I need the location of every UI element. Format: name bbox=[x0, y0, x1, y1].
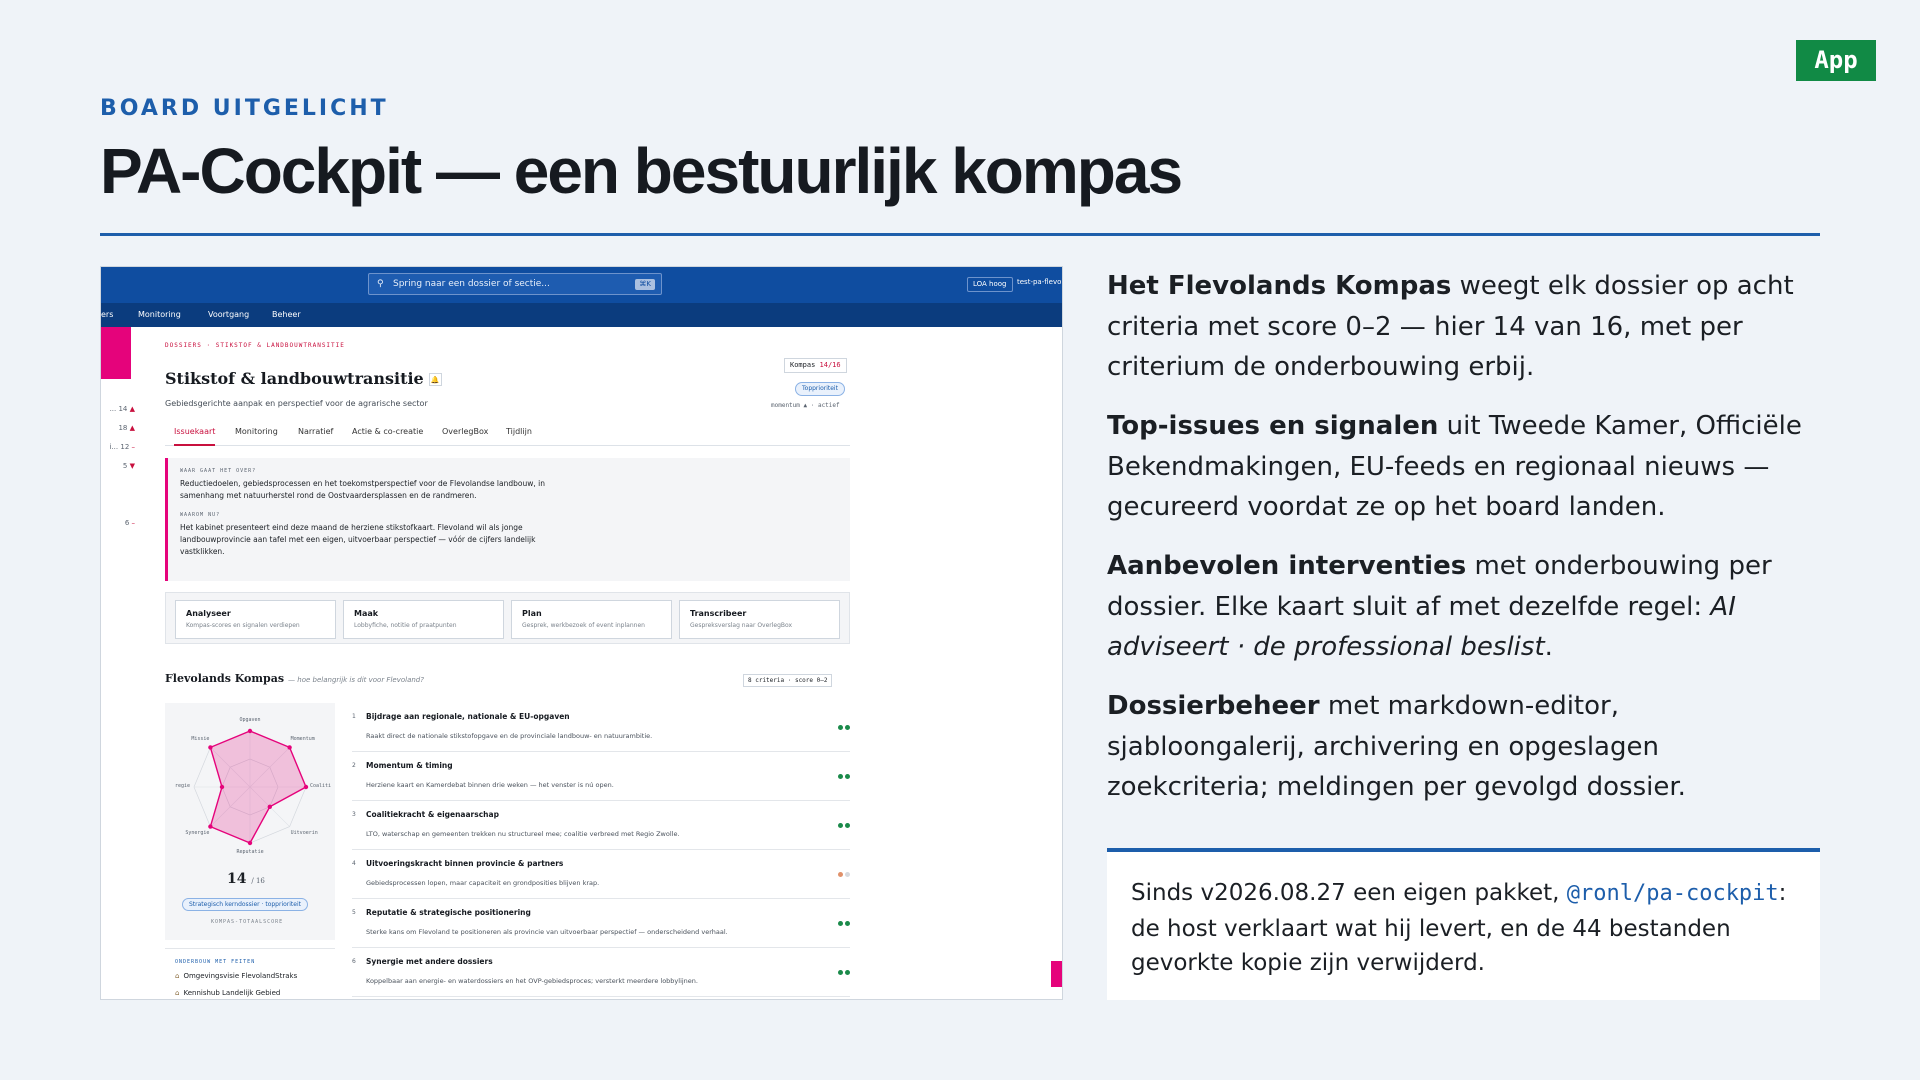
feature-dossierbeheer bbox=[1107, 686, 1819, 808]
criterium-title: Bijdrage aan regionale, nationale & EU-opgaven bbox=[366, 712, 570, 721]
radar-point bbox=[248, 841, 252, 845]
criterium-score bbox=[836, 813, 850, 832]
dossier-tabs bbox=[165, 424, 850, 446]
search-input[interactable] bbox=[368, 273, 662, 295]
eyebrow: BOARD UITGELICHT bbox=[100, 96, 389, 121]
issue-answer-1: Reductiedoelen, gebiedsprocessen en het toekomstperspectief voor de Flevolandse landbouw, in samenhang met natuurherstel rond de Oostvaardersplassen en de randmeren. bbox=[180, 479, 545, 500]
radar-label: Synergie bbox=[185, 829, 210, 836]
score-caption: KOMPAS-TOTAALSCORE bbox=[211, 919, 284, 925]
criterium-row[interactable] bbox=[352, 850, 850, 899]
kompas-score-tag bbox=[784, 358, 847, 373]
score-dot bbox=[838, 725, 843, 730]
tab-monitoring[interactable]: Monitoring bbox=[235, 427, 278, 436]
radar-point bbox=[208, 824, 212, 828]
page-title: PA-Cockpit — een bestuurlijk kompas bbox=[100, 135, 1182, 207]
loa-badge: LOA hoog bbox=[967, 277, 1013, 292]
onderbouw-panel bbox=[165, 948, 335, 1000]
radar-label: Momentum bbox=[290, 736, 315, 743]
score-dot bbox=[845, 970, 850, 975]
sidebar-dossier-label: ... 14 bbox=[109, 405, 130, 413]
criterium-desc: Herziene kaart en Kamerdebat binnen drie weken — het venster is nú open. bbox=[366, 781, 614, 789]
score-dot bbox=[838, 823, 843, 828]
criterium-title: Momentum & timing bbox=[366, 761, 453, 770]
criterium-number: 5 bbox=[352, 909, 356, 916]
dossier-title-text: Stikstof & landbouwtransitie bbox=[165, 369, 424, 388]
sidebar-dossier-label: 5 bbox=[122, 462, 130, 470]
feature-tail: . bbox=[1544, 632, 1553, 662]
search-icon: ⚲ bbox=[377, 279, 384, 289]
kompas-title-text: Flevolands Kompas bbox=[165, 672, 285, 685]
radar-point bbox=[208, 745, 212, 749]
score-dot bbox=[838, 970, 843, 975]
criterium-score bbox=[836, 715, 850, 734]
radar-point bbox=[268, 805, 272, 809]
sidebar-dossier-item[interactable] bbox=[101, 462, 137, 481]
note-pre: Sinds v2026.08.27 een eigen pakket, bbox=[1131, 880, 1567, 906]
radar-point bbox=[287, 745, 291, 749]
criterium-row[interactable] bbox=[352, 948, 850, 997]
action-plan[interactable] bbox=[511, 600, 672, 639]
score-dot bbox=[845, 823, 850, 828]
feature-text: met markdown-editor, sjabloongalerij, archivering en opgeslagen zoekcriteria; meldingen per gevolgd dossier. bbox=[1107, 691, 1686, 802]
action-title: Plan bbox=[522, 609, 542, 618]
feature-bold: Aanbevolen interventies bbox=[1107, 551, 1467, 581]
criterium-score bbox=[836, 960, 850, 979]
criterium-score bbox=[836, 862, 850, 881]
feature-italic: AI adviseert · de professional beslist bbox=[1107, 591, 1736, 662]
nav-item-voortgang[interactable]: Voortgang bbox=[208, 310, 250, 319]
trend-icon: – bbox=[131, 519, 135, 527]
criterium-number: 4 bbox=[352, 860, 356, 867]
score-dot bbox=[838, 774, 843, 779]
action-transcribeer[interactable] bbox=[679, 600, 840, 639]
score-dot bbox=[838, 921, 843, 926]
criterium-row[interactable] bbox=[352, 899, 850, 948]
criterium-desc: Raakt direct de nationale stikstofopgave en de provinciale landbouw- en natuurambitie. bbox=[366, 732, 653, 740]
radar-label: Uitvoerin bbox=[290, 829, 318, 836]
sidebar-dossier-item[interactable] bbox=[101, 405, 137, 424]
breadcrumb[interactable]: DOSSIERS · STIKSTOF & LANDBOUWTRANSITIE bbox=[165, 342, 345, 349]
nav-item-beheer[interactable]: Beheer bbox=[272, 310, 301, 319]
app-topbar bbox=[101, 267, 1063, 303]
tab-issuekaart[interactable]: Issuekaart bbox=[174, 424, 215, 446]
radar-point bbox=[248, 729, 252, 733]
shortcut-key: ⌘K bbox=[635, 279, 655, 290]
package-name: @ronl/pa-cockpit bbox=[1566, 881, 1779, 906]
sidebar-dossier-item[interactable] bbox=[101, 519, 137, 538]
criterium-score bbox=[836, 764, 850, 783]
feature-text: weegt elk dossier op acht criteria met score 0–2 — hier 14 van 16, met per criterium de onderbouwing erbij. bbox=[1107, 271, 1794, 382]
score-dot bbox=[845, 872, 850, 877]
sidebar-dossier-item[interactable] bbox=[101, 443, 137, 462]
sidebar-dossier-item[interactable] bbox=[101, 481, 137, 500]
score-dot bbox=[845, 921, 850, 926]
radar-label: Reputatie bbox=[236, 849, 264, 855]
criterium-title: Coalitiekracht & eigenaarschap bbox=[366, 810, 499, 819]
action-title: Analyseer bbox=[186, 609, 231, 618]
sidebar-accent bbox=[101, 327, 131, 379]
radar-point bbox=[220, 785, 224, 789]
issue-question-1: WAAR GAAT HET OVER? bbox=[180, 468, 257, 474]
feature-bold: Dossierbeheer bbox=[1107, 691, 1320, 721]
issue-answer-2: Het kabinet presenteert eind deze maand de herziene stikstofkaart. Flevoland wil als jonge landbouwprovincie aan tafel met een eigen, uitvoerbaar perspectief — vóór de cijfers landelijk vastklikken. bbox=[180, 523, 536, 556]
feature-bold: Het Flevolands Kompas bbox=[1107, 271, 1452, 301]
criterium-desc: Sterke kans om Flevoland te positioneren als provincie van uitvoerbaar perspectief — onderscheidend verhaal. bbox=[366, 928, 728, 936]
kompas-tag-label: Kompas bbox=[790, 361, 816, 369]
criteria-tag: 8 criteria · score 0–2 bbox=[743, 674, 832, 687]
feature-text: met onderbouwing per dossier. Elke kaart sluit af met dezelfde regel: bbox=[1107, 551, 1772, 622]
action-desc: Kompas-scores en signalen verdiepen bbox=[186, 622, 300, 629]
criterium-desc: Koppelbaar aan energie- en waterdossiers en het OVP-gebiedsproces; versterkt meerdere lobbylijnen. bbox=[366, 977, 698, 985]
criterium-desc: Gebiedsprocessen lopen, maar capaciteit en grondposities blijven krap. bbox=[366, 879, 600, 887]
sidebar-dossier-label: 6 bbox=[124, 519, 132, 527]
title-rule bbox=[100, 233, 1820, 236]
criterium-number: 6 bbox=[352, 958, 356, 965]
nav-item-dossiers[interactable]: ers bbox=[101, 310, 114, 319]
criterium-title: Synergie met andere dossiers bbox=[366, 957, 493, 966]
strategic-badge: Strategisch kerndossier · topprioriteit bbox=[182, 898, 308, 911]
action-analyseer[interactable] bbox=[175, 600, 336, 639]
criterium-score bbox=[836, 911, 850, 930]
criterium-title: Uitvoeringskracht binnen provincie & partners bbox=[366, 859, 564, 868]
criterium-number: 2 bbox=[352, 762, 356, 769]
kompas-tag-value: 14/16 bbox=[819, 361, 841, 369]
radar-point bbox=[304, 785, 308, 789]
feature-signalen bbox=[1107, 406, 1819, 528]
action-desc: Gesprek, werkbezoek of event inplannen bbox=[522, 622, 645, 629]
action-title: Maak bbox=[354, 609, 379, 618]
score-value: 14 bbox=[227, 871, 247, 887]
nav-item-monitoring[interactable]: Monitoring bbox=[138, 310, 181, 319]
sidebar-dossier-list bbox=[101, 405, 137, 538]
feature-bold: Top-issues en signalen bbox=[1107, 411, 1439, 441]
note-post: : de host verklaart wat hij levert, en de 44 bestanden gevorkte kopie zijn verwijderd. bbox=[1131, 880, 1787, 976]
topprio-badge: Topprioriteit bbox=[795, 382, 845, 396]
feature-kompas bbox=[1107, 266, 1819, 388]
issue-card bbox=[165, 458, 850, 581]
radar-label: regie bbox=[175, 783, 191, 789]
feature-interventies bbox=[1107, 546, 1819, 668]
score-dot bbox=[845, 774, 850, 779]
action-desc: Gespreksverslag naar OverlegBox bbox=[690, 622, 793, 629]
score-total: / 16 bbox=[251, 877, 265, 885]
radar-label: Missie bbox=[191, 736, 210, 743]
action-title: Transcribeer bbox=[690, 609, 747, 618]
criterium-number: 3 bbox=[352, 811, 356, 818]
onderbouw-item[interactable]: ⌂ Kennishub Landelijk Gebied bbox=[175, 989, 280, 997]
dossier-title bbox=[165, 369, 442, 388]
dossier-subtitle: Gebiedsgerichte aanpak en perspectief voor de agrarische sector bbox=[165, 399, 428, 408]
app-badge: App bbox=[1796, 40, 1876, 81]
kompas-title bbox=[165, 672, 424, 685]
app-navbar bbox=[101, 303, 1063, 327]
score-dot bbox=[845, 725, 850, 730]
radar-label: Opgaven bbox=[239, 717, 261, 723]
package-note bbox=[1107, 848, 1820, 1000]
criterium-title: Reputatie & strategische positionering bbox=[366, 908, 531, 917]
action-maak[interactable] bbox=[343, 600, 504, 639]
sidebar-dossier-item[interactable] bbox=[101, 424, 137, 443]
user-menu[interactable]: test-pa-flevo bbox=[1017, 278, 1062, 286]
criterium-row[interactable] bbox=[352, 801, 850, 850]
bell-icon[interactable]: 🔔 bbox=[429, 373, 442, 386]
criterium-number: 1 bbox=[352, 713, 356, 720]
sidebar-dossier-item[interactable] bbox=[101, 500, 137, 519]
onderbouw-heading: ONDERBOUW MET FEITEN bbox=[175, 959, 256, 965]
criterium-row[interactable] bbox=[352, 752, 850, 801]
tab-narratief[interactable]: Narratief bbox=[298, 427, 334, 436]
issue-question-2: WAAROM NU? bbox=[180, 512, 221, 518]
trend-icon: – bbox=[131, 443, 135, 451]
total-score bbox=[227, 871, 265, 887]
onderbouw-item[interactable]: ⌂ Omgevingsvisie FlevolandStraks bbox=[175, 972, 297, 980]
radar-label: Coaliti bbox=[310, 783, 332, 789]
action-desc: Lobbyfiche, notitie of praatpunten bbox=[354, 622, 457, 629]
trend-icon: ▲ bbox=[129, 424, 135, 432]
app-screenshot bbox=[100, 266, 1063, 1000]
kompas-radar bbox=[165, 703, 335, 940]
trend-icon: ▼ bbox=[129, 462, 135, 470]
sidebar-dossier-label: i... 12 bbox=[109, 443, 132, 451]
score-dot bbox=[838, 872, 843, 877]
momentum-status: momentum ▲ · actief bbox=[771, 402, 840, 409]
tab-overlegbox[interactable]: OverlegBox bbox=[442, 427, 489, 436]
scroll-marker bbox=[1051, 961, 1063, 987]
action-cards bbox=[165, 592, 850, 644]
sidebar-dossier-label: 18 bbox=[118, 424, 130, 432]
criterium-desc: LTO, waterschap en gemeenten trekken nu structureel mee; coalitie verbreed met Regio Zwolle. bbox=[366, 830, 680, 838]
trend-icon: ▲ bbox=[129, 405, 135, 413]
tab-actie[interactable]: Actie & co-creatie bbox=[352, 427, 424, 436]
tab-tijdlijn[interactable]: Tijdlijn bbox=[506, 427, 532, 436]
search-placeholder: Spring naar een dossier of sectie... bbox=[393, 279, 550, 289]
feature-text: uit Tweede Kamer, Officiële Bekendmakingen, EU-feeds en regionaal nieuws — gecureerd voordat ze op het board landen. bbox=[1107, 411, 1802, 522]
kompas-subtitle: — hoe belangrijk is dit voor Flevoland? bbox=[288, 676, 424, 684]
criterium-row[interactable] bbox=[352, 703, 850, 752]
